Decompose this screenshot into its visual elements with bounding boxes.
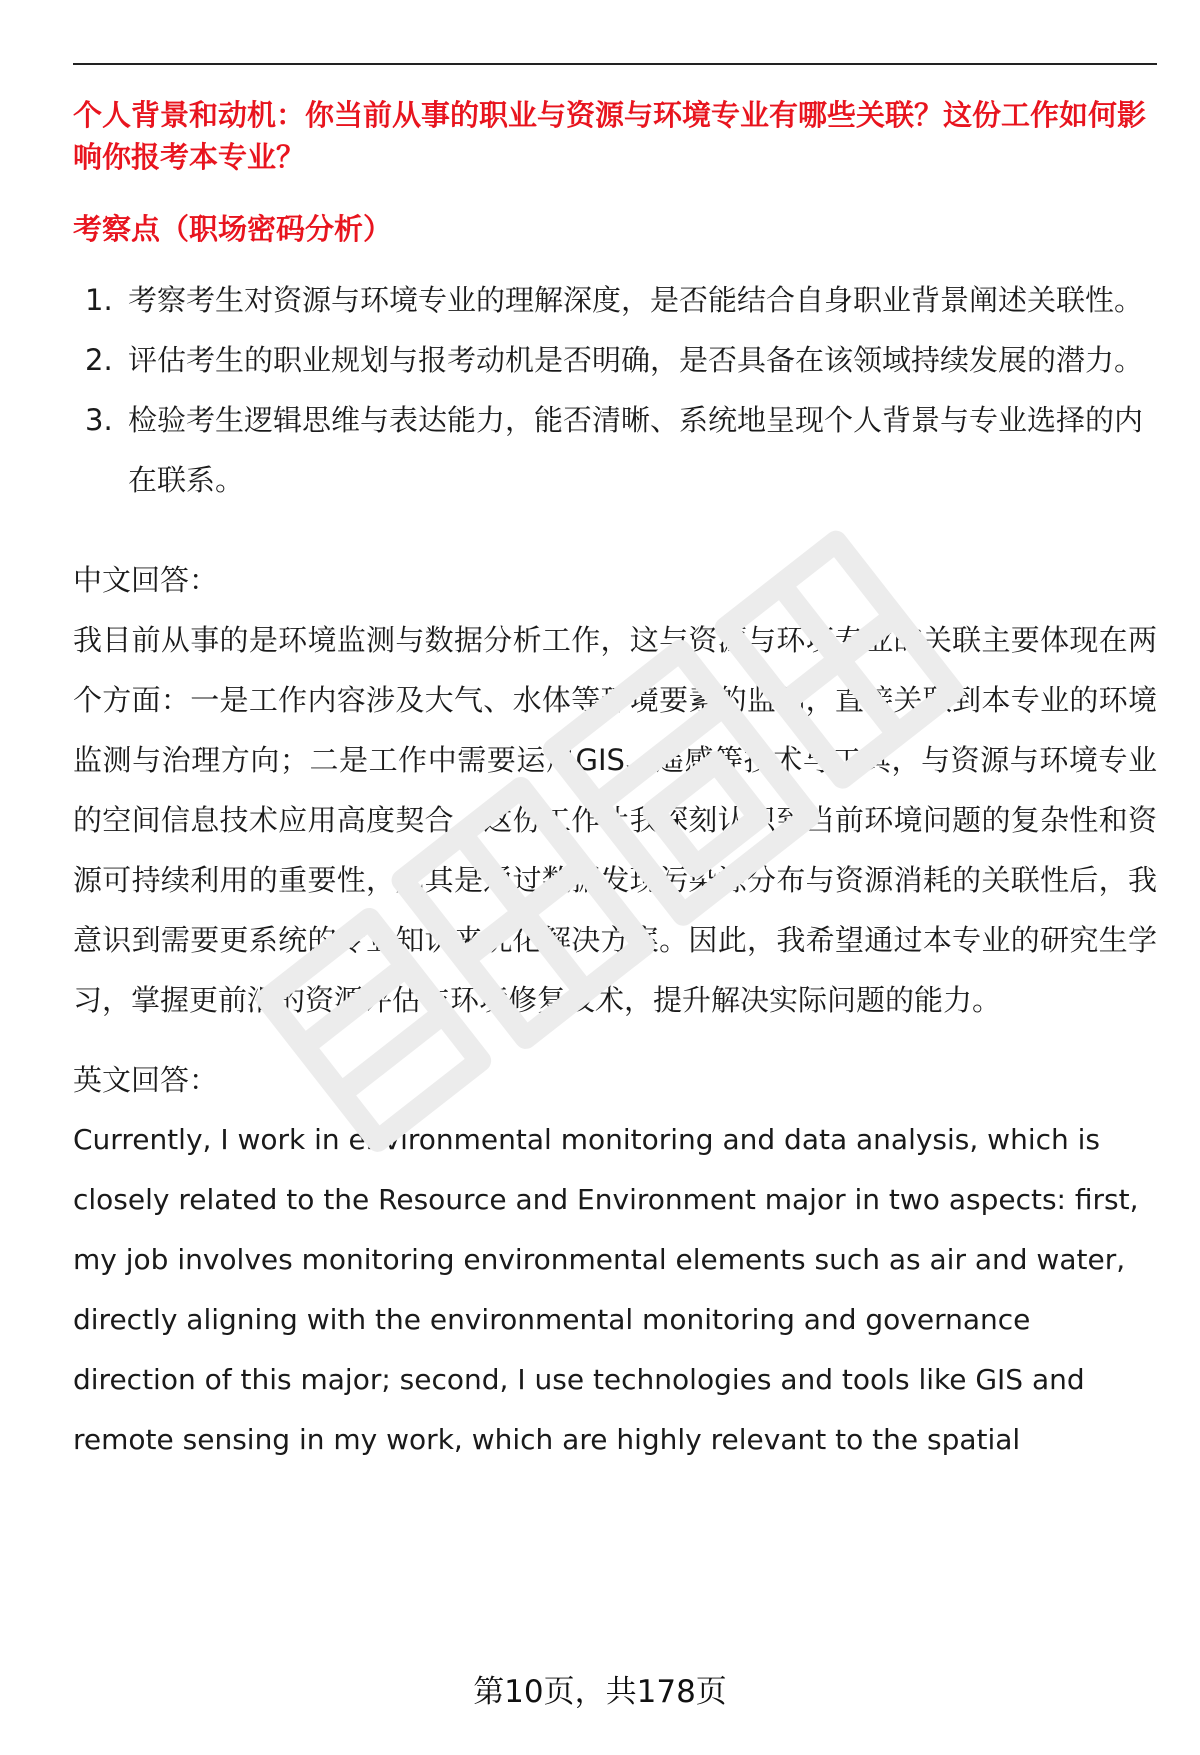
point-number: 3. (85, 403, 113, 437)
point-number: 2. (85, 343, 113, 377)
analysis-point (73, 270, 1157, 330)
english-answer-text (73, 1110, 1157, 1470)
english-answer-line: Currently, I work in environmental monitoring and data analysis, which is (73, 1123, 1101, 1156)
english-answer-label: 英文回答： (73, 1063, 219, 1097)
analysis-points (73, 270, 1157, 510)
point-text: 评估考生的职业规划与报考动机是否明确，是否具备在该领域持续发展的潜力。 (128, 343, 1144, 377)
chinese-answer-label: 中文回答： (73, 563, 219, 597)
english-answer-line: direction of this major; second, I use technologies and tools like GIS and (73, 1363, 1085, 1396)
analysis-point (73, 390, 1157, 510)
top-rule (73, 63, 1157, 65)
english-answer-line: directly aligning with the environmental monitoring and governance (73, 1303, 1031, 1336)
chinese-answer-text: 我目前从事的是环境监测与数据分析工作，这与资源与环境专业的关联主要体现在两个方面：一是工作内容涉及大气、水体等环境要素的监测，直接关联到本专业的环境监测与治理方向；二是工作中需要运用GIS、遥感等技术与工具，与资源与环境专业的空间信息技术应用高度契合。这份工作让我深刻认识到当前环境问题的复杂性和资源可持续利用的重要性，尤其是通过数据发现污染源分布与资源消耗的关联性后，我意识到需要更系统的专业知识来优化解决方案。因此，我希望通过本专业的研究生学习，掌握更前沿的资源评估与环境修复技术，提升解决实际问题的能力。 (73, 623, 1157, 1017)
english-answer-line: remote sensing in my work, which are highly relevant to the spatial (73, 1423, 1021, 1456)
page-number: 第10页，共178页 (473, 1674, 727, 1710)
english-answer-line: closely related to the Resource and Environment major in two aspects: first, (73, 1183, 1139, 1216)
document-body (73, 94, 1157, 1470)
analysis-title: 考察点（职场密码分析） (73, 212, 393, 246)
point-text: 考察考生对资源与环境专业的理解深度，是否能结合自身职业背景阐述关联性。 (128, 283, 1144, 317)
point-number: 1. (85, 283, 113, 317)
analysis-point (73, 330, 1157, 390)
point-text: 检验考生逻辑思维与表达能力，能否清晰、系统地呈现个人背景与专业选择的内在联系。 (128, 403, 1144, 497)
english-answer-line: my job involves monitoring environmental elements such as air and water, (73, 1243, 1126, 1276)
question-heading: 个人背景和动机：你当前从事的职业与资源与环境专业有哪些关联？这份工作如何影响你报考本专业？ (73, 98, 1147, 174)
